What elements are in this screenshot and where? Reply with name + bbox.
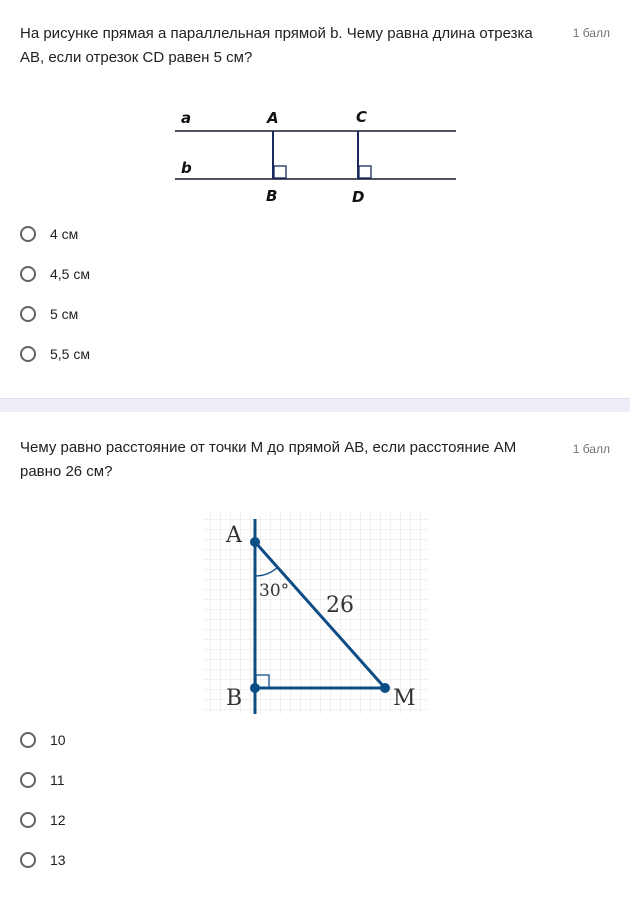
question-2-option-1[interactable] — [20, 728, 66, 752]
question-2-option-3[interactable] — [20, 808, 66, 832]
label-point-m: M — [393, 686, 416, 711]
label-point-a: A — [226, 523, 242, 548]
radio-button[interactable] — [20, 226, 36, 242]
radio-button[interactable] — [20, 306, 36, 322]
question-1-option-2[interactable] — [20, 262, 90, 286]
radio-button[interactable] — [20, 852, 36, 868]
question-2-points: 1 балл — [572, 442, 610, 456]
label-angle: 30° — [259, 581, 290, 601]
question-1-option-3[interactable] — [20, 302, 78, 326]
radio-button[interactable] — [20, 346, 36, 362]
label-point-b: B — [266, 187, 278, 205]
label-line-b: b — [181, 159, 192, 177]
label-point-d: D — [352, 188, 365, 206]
point-b — [250, 683, 260, 693]
option-label: 11 — [50, 772, 65, 788]
label-point-b: B — [226, 686, 243, 711]
radio-button[interactable] — [20, 266, 36, 282]
card-separator — [0, 398, 630, 412]
question-2-figure — [200, 509, 430, 717]
question-1-figure — [170, 100, 470, 212]
question-1-text: На рисунке прямая a параллельная прямой b. Чему равна длина отрезка AB, если отрезок CD равен 5 см? — [20, 25, 533, 66]
label-side-am: 26 — [326, 593, 354, 618]
question-1-points: 1 балл — [572, 26, 610, 40]
point-m — [380, 683, 390, 693]
point-a — [250, 537, 260, 547]
radio-button[interactable] — [20, 812, 36, 828]
question-2-text: Чему равно расстояние от точки M до прямой AB, если расстояние AM равно 26 см? — [20, 439, 517, 480]
question-1-option-1[interactable] — [20, 222, 78, 246]
option-label: 4 см — [50, 226, 79, 242]
label-point-a: A — [267, 109, 279, 127]
option-label: 13 — [50, 852, 66, 868]
right-angle-b — [274, 166, 286, 178]
option-label: 5,5 см — [50, 346, 90, 362]
question-card-2 — [0, 412, 630, 905]
question-card-1 — [0, 0, 630, 398]
radio-button[interactable] — [20, 732, 36, 748]
option-label: 12 — [50, 812, 66, 828]
option-label: 10 — [50, 732, 66, 748]
question-2-option-4[interactable] — [20, 848, 66, 872]
label-point-c: C — [356, 108, 368, 126]
label-line-a: a — [181, 109, 192, 127]
option-label: 5 см — [50, 306, 79, 322]
question-1-option-4[interactable] — [20, 342, 90, 366]
radio-button[interactable] — [20, 772, 36, 788]
option-label: 4,5 см — [50, 266, 90, 282]
right-angle-d — [359, 166, 371, 178]
question-2-option-2[interactable] — [20, 768, 65, 792]
